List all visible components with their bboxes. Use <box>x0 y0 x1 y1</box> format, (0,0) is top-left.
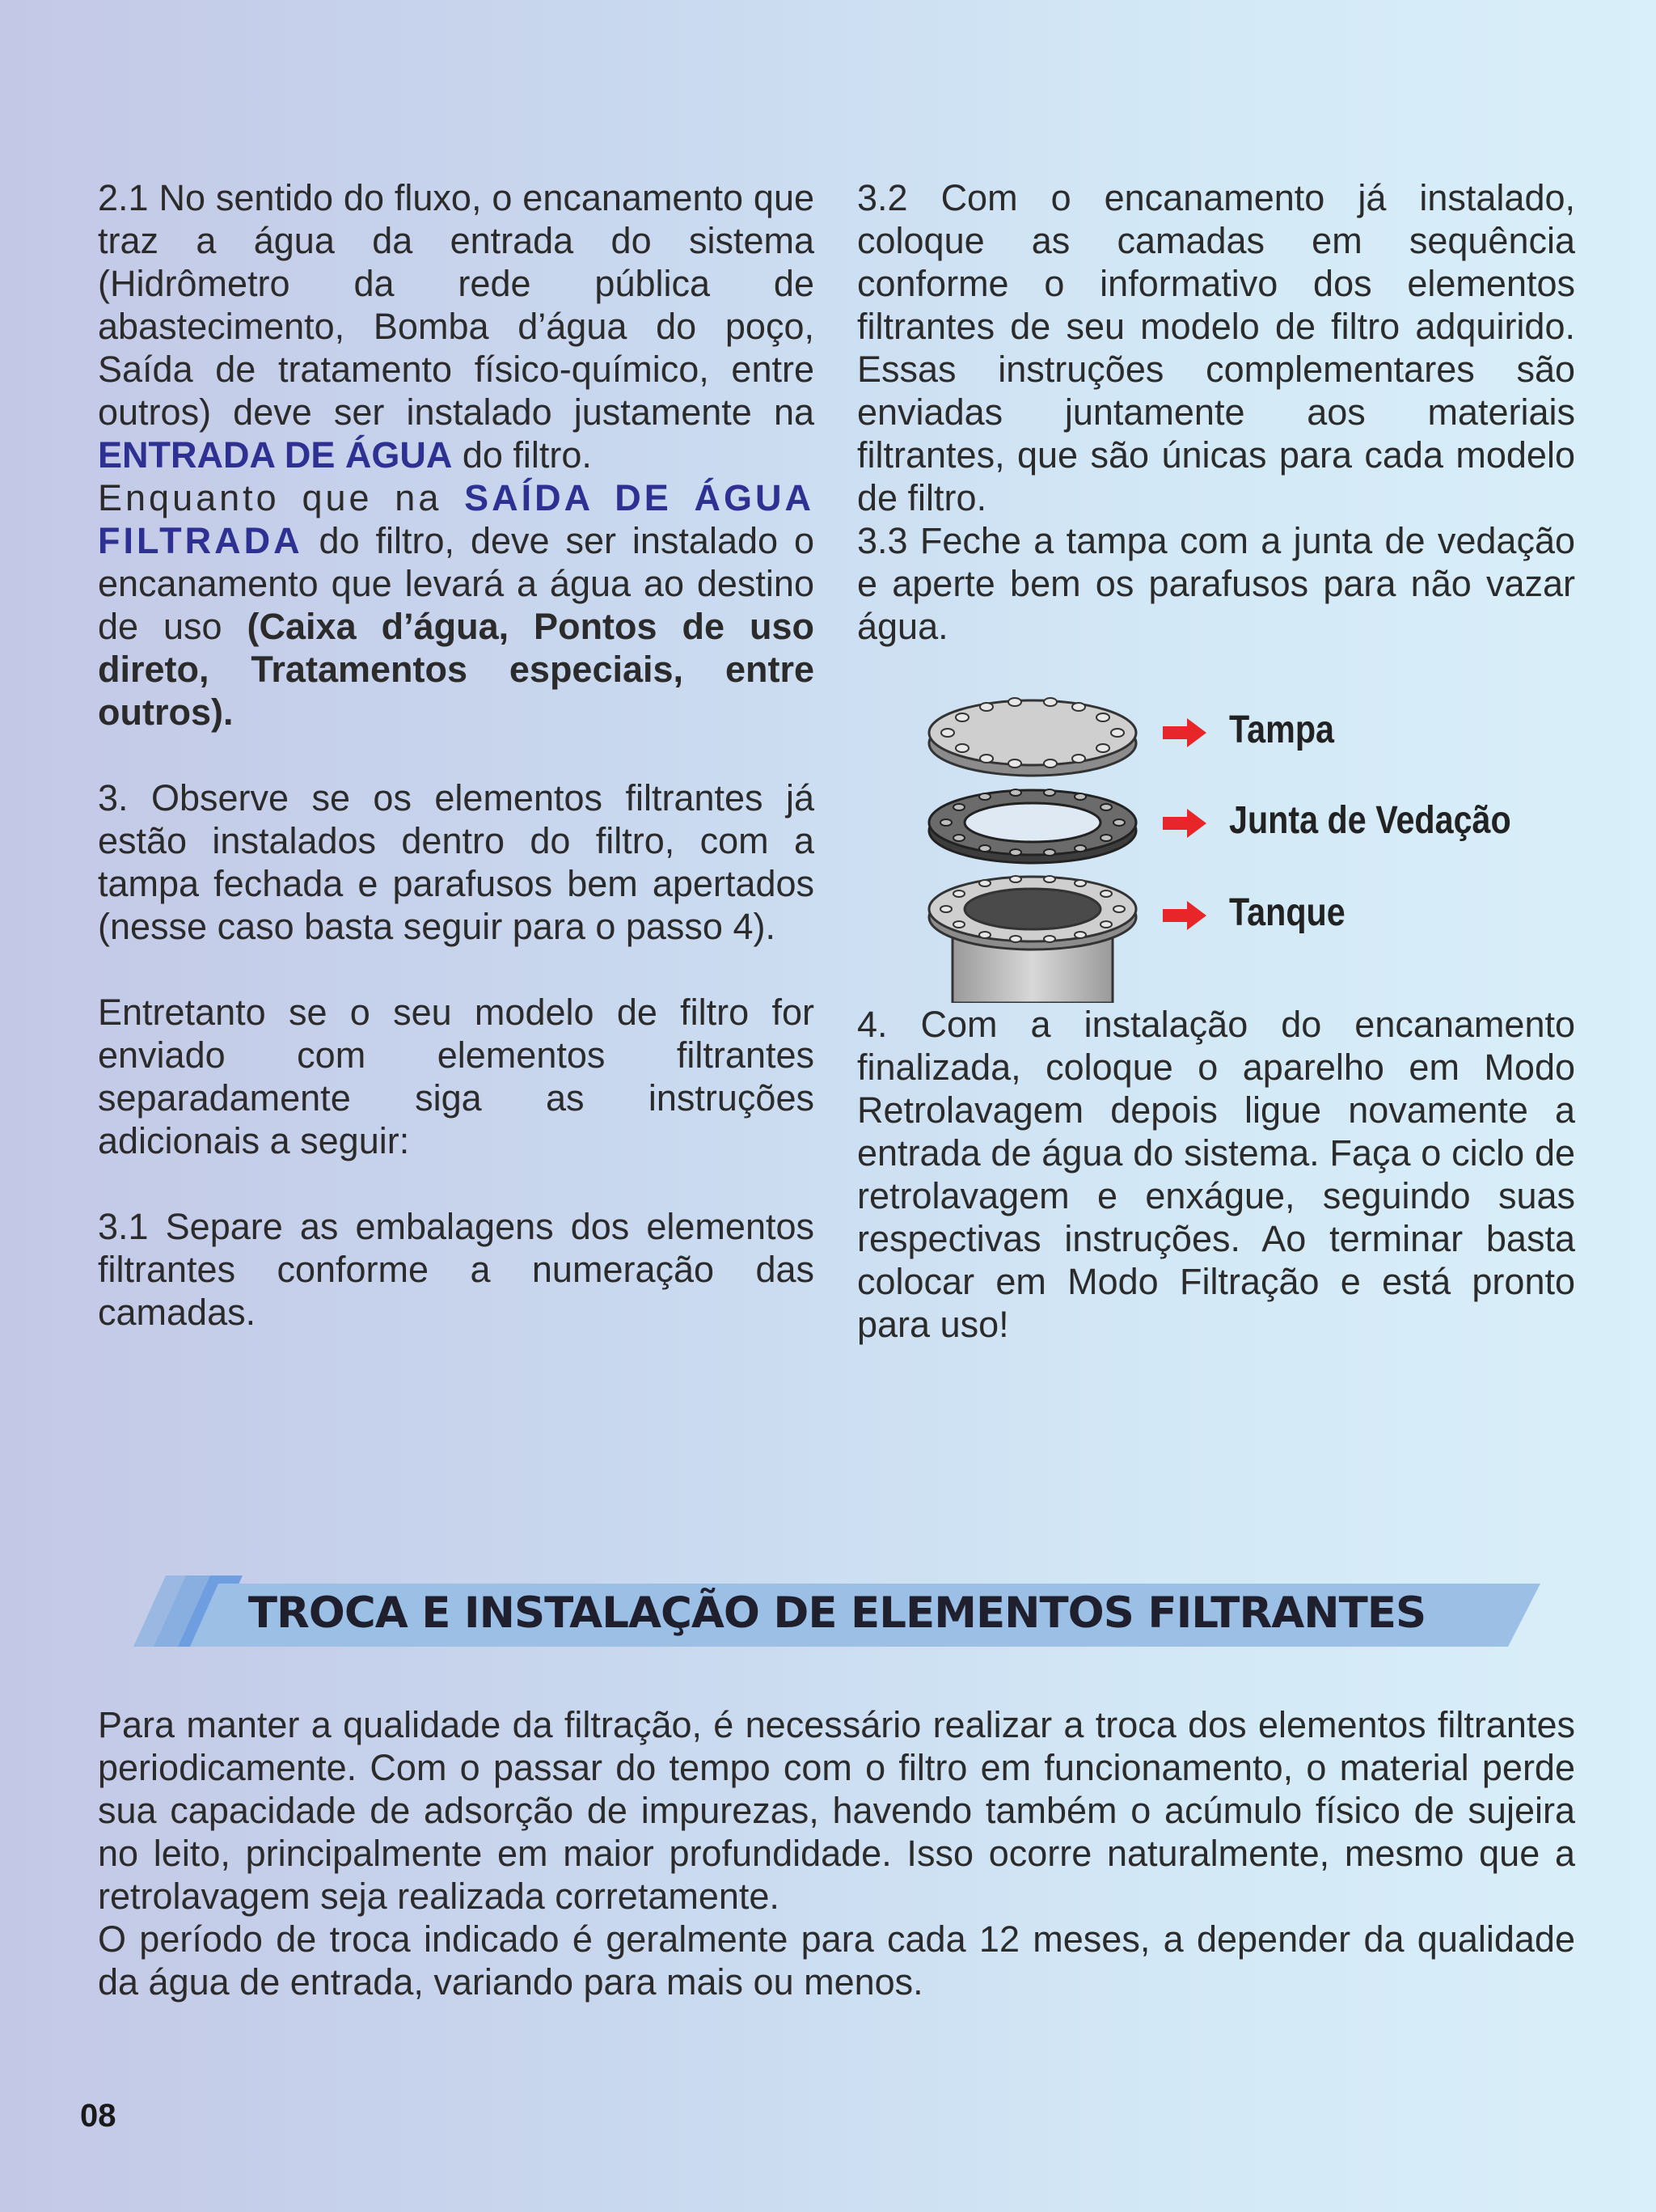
lid-icon <box>929 698 1136 776</box>
page-number: 08 <box>80 2098 116 2134</box>
paragraph-4: 4. Com a instalação do encanamento finalizada, coloque o aparelho em Modo Retrolavagem depois ligue novamente a entrada de água do sistema. Faça o ciclo de retrolavagem e enxágue, seguindo suas respectivas instruções. Ao terminar basta colocar em Modo Filtração e está pronto para uso! <box>857 1004 1575 1345</box>
red-arrows <box>1163 718 1206 930</box>
paragraph-3-3: 3.3 Feche a tampa com a junta de vedação e aperte bem os parafusos para não vazar água. <box>857 520 1575 647</box>
label-tampa: Tampa <box>1229 708 1334 751</box>
destinos-de-uso: (Caixa d’água, Pontos de uso direto, Tratamentos especiais, entre outros). <box>98 606 814 733</box>
gasket-icon <box>929 789 1136 863</box>
paragraph-3-2: 3.2 Com o encanamento já instalado, coloque as camadas em sequência conforme o informativo dos elementos filtrantes de seu modelo de filtro adquirido. Essas instruções complementares são enviadas juntamente aos materiais filtrantes, que são únicas para cada modelo de filtro. <box>857 177 1575 518</box>
section-banner <box>129 1572 1544 1649</box>
arrow-right-icon <box>1163 718 1206 747</box>
left-column <box>98 176 814 1334</box>
paragraph-3: 3. Observe se os elementos filtrantes já estão instalados dentro do filtro, com a tampa fechada e parafusos bem apertados (nesse caso basta seguir para o passo 4). <box>98 777 814 947</box>
filter-assembly-diagram <box>857 658 1575 1003</box>
paragraph-saida: Enquanto que na SAÍDA DE ÁGUA FILTRADA do filtro, deve ser instalado o encanamento que levará a água ao destino de uso (Caixa d’água, Pontos de uso direto, Tratamentos especiais, entre outros). <box>98 477 814 733</box>
paragraph-3-1: 3.1 Separe as embalagens dos elementos filtrantes conforme a numeração das camadas. <box>98 1206 814 1333</box>
paragraph-entretanto: Entretanto se o seu modelo de filtro for enviado com elementos filtrantes separadamente siga as instruções adicionais a seguir: <box>98 992 814 1161</box>
label-tanque: Tanque <box>1229 891 1346 934</box>
arrow-right-icon <box>1163 901 1206 930</box>
tank-icon <box>929 876 1136 1003</box>
label-junta-de-vedacao: Junta de Vedação <box>1229 799 1511 842</box>
section-body <box>98 1703 1575 2003</box>
paragraph-troca-2: O período de troca indicado é geralmente para cada 12 meses, a depender da qualidade da água de entrada, variando para mais ou menos. <box>98 1918 1575 2003</box>
entrada-de-agua-highlight: ENTRADA DE ÁGUA <box>98 434 453 476</box>
saida-de-agua-highlight: SAÍDA DE ÁGUA FILTRADA <box>98 477 814 561</box>
section-title: TROCA E INSTALAÇÃO DE ELEMENTOS FILTRANTES <box>247 1588 1426 1638</box>
paragraph-troca-1: Para manter a qualidade da filtração, é necessário realizar a troca dos elementos filtrantes periodicamente. Com o passar do tempo com o filtro em funcionamento, o material perde sua capacidade de adsorção de impurezas, havendo também o acúmulo físico de sujeira no leito, principalmente em maior profundidade. Isso ocorre naturalmente, mesmo que a retrolavagem seja realizada corretamente. <box>98 1704 1575 1917</box>
paragraph-2-1: 2.1 No sentido do fluxo, o encanamento que traz a água da entrada do sistema (Hidrômetro da rede pública de abastecimento, Bomba d’água do poço, Saída de tratamento físico-químico, entre outros) deve ser instalado justamente na ENTRADA DE ÁGUA do filtro. <box>98 177 814 476</box>
right-column <box>857 176 1575 1346</box>
arrow-right-icon <box>1163 809 1206 838</box>
